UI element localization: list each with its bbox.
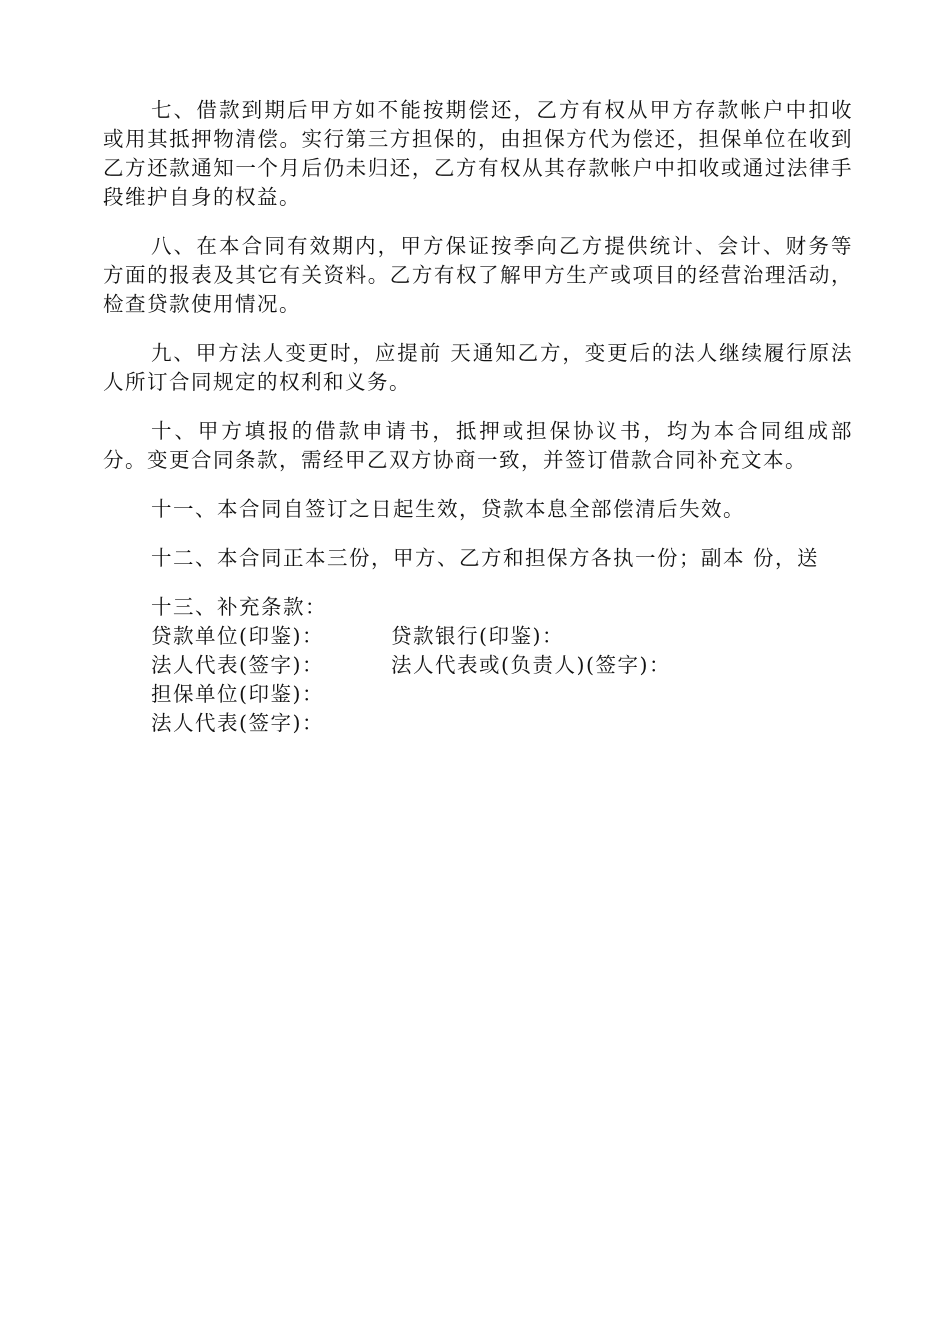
clause-9: 九、甲方法人变更时，应提前 天通知乙方，变更后的法人继续履行原法人所订合同规定的权利和义务。	[103, 341, 853, 394]
lender-bank-label: 贷款银行(印鉴)：	[391, 624, 564, 648]
clause-11: 十一、本合同自签订之日起生效，贷款本息全部偿清后失效。	[151, 497, 745, 521]
guarantor-unit-label: 担保单位(印鉴)：	[151, 682, 324, 706]
clause-10: 十、甲方填报的借款申请书，抵押或担保协议书，均为本合同组成部分。变更合同条款，需经甲乙双方协商一致，并签订借款合同补充文本。	[103, 419, 853, 472]
clause-13: 十三、补充条款：	[151, 595, 327, 619]
guarantor-rep-label: 法人代表(签字)：	[151, 711, 324, 735]
signature-row-2	[103, 651, 853, 680]
document-page	[103, 96, 853, 738]
clause-12: 十二、本合同正本三份，甲方、乙方和担保方各执一份；副本 份，送	[151, 546, 820, 570]
signature-row-4	[103, 709, 853, 738]
signature-row-3	[103, 680, 853, 709]
borrower-unit-label: 贷款单位(印鉴)：	[151, 624, 324, 648]
lender-rep-label: 法人代表或(负责人)(签字)：	[391, 653, 671, 677]
borrower-rep-label: 法人代表(签字)：	[151, 653, 324, 677]
clause-7: 七、借款到期后甲方如不能按期偿还，乙方有权从甲方存款帐户中扣收或用其抵押物清偿。实行第三方担保的，由担保方代为偿还，担保单位在收到乙方还款通知一个月后仍未归还，乙方有权从其存款帐户中扣收或通过法律手段维护自身的权益。	[103, 98, 853, 209]
signature-row-1	[103, 622, 853, 651]
clause-8: 八、在本合同有效期内，甲方保证按季向乙方提供统计、会计、财务等方面的报表及其它有关资料。乙方有权了解甲方生产或项目的经营治理活动，检查贷款使用情况。	[103, 234, 853, 316]
